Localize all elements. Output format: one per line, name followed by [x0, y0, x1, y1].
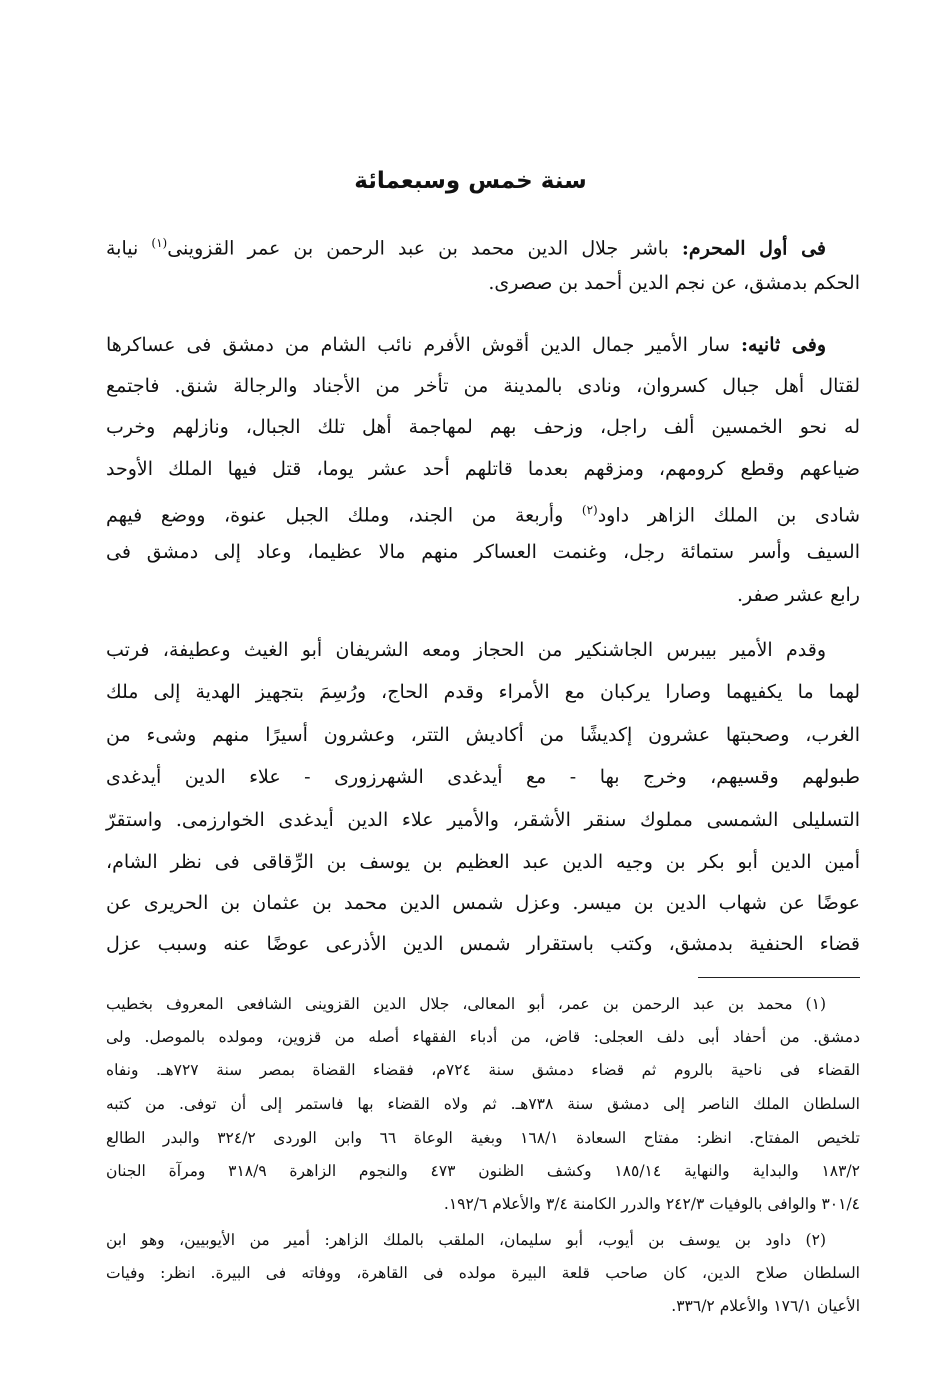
line-text: شادى بن الملك الزاهر داود: [597, 504, 860, 527]
paragraph-2-line-1: [106, 330, 860, 360]
paragraph-3-line-7: عوضًا عن شهاب الدين بن ميسر. وعزل شمس الدين محمد بن عثمان بن الحريرى عن: [106, 892, 860, 914]
footnote-1-line-4: السلطان الملك الناصر إلى دمشق سنة ٧٣٨هـ. ثم ولاه القضاء بها فاستمر إلى أن توفى. من كتبه: [106, 1095, 860, 1113]
paragraph-3-line-5: التسليلى الشمسى مملوك سنقر الأشقر، والأمير علاء الدين أيدغدى الخوارزمى. واستقرّ: [106, 809, 860, 831]
paragraph-1-line-2: الحكم بدمشق، عن نجم الدين أحمد بن صصرى.: [488, 272, 860, 294]
paragraph-2-line-5: [106, 495, 860, 530]
footnote-ref-1[interactable]: (١): [151, 236, 168, 250]
paragraph-3-line-6: أمين الدين أبو بكر بن وجيه الدين عبد العظيم بن يوسف بن الرِّقاقى فى نظر الشام،: [106, 851, 860, 873]
paragraph-3-line-4: طبولهم وقسيهم، وخرج بها - مع أيدغدى الشهرزورى - علاء الدين أيدغدى: [106, 766, 860, 788]
paragraph-3-line-8: قضاء الحنفية بدمشق، وكتب باستقرار شمس الدين الأذرعى عوضًا عنه وسبب عزل: [106, 933, 860, 955]
footnote-2-line-2: السلطان صلاح الدين، كان صاحب قلعة البيرة مولده فى القاهرة، ووفاته فى البيرة. انظر: وفيات: [106, 1264, 860, 1282]
paragraph-2-line-2: لقتال أهل جبال كسروان، ونادى بالمدينة من تأخر من الأجناد والرجالة شنق. فاجتمع: [106, 375, 860, 397]
paragraph-1-line-1: [106, 228, 860, 263]
line-text: باشر جلال الدين محمد بن عبد الرحمن بن عمر القزوينى: [167, 237, 669, 260]
paragraph-2-line-7: رابع عشر صفر.: [737, 584, 860, 606]
paragraph-3-line-2: لهما ما يكفيهما وصارا يركبان مع الأمراء وقدم الحاج، ورُسِمَ بتجهيز الهدية إلى ملك: [106, 681, 860, 703]
footnote-ref-2[interactable]: (٢): [581, 503, 598, 517]
footnote-2-line-3: الأعيان ١٧٦/١ والأعلام ٣٣٦/٢.: [671, 1297, 860, 1315]
paragraph-2-line-4: ضياعهم وقطع كرومهم، ومزقهم بعدما قاتلهم أحد عشر يوما، قتل فيها الملك الأوحد: [106, 458, 860, 480]
page-title: سنة خمس وسبعمائة: [354, 168, 587, 194]
footnote-1-line-1: (١) محمد بن عبد الرحمن بن عمر، أبو المعالى، جلال الدين القزوينى الشافعى المعروف بخطيب: [106, 995, 826, 1013]
paragraph-3-line-1: وقدم الأمير بيبرس الجاشنكير من الحجاز ومعه الشريفان أبو الغيث وعطيفة، فرتب: [106, 639, 826, 661]
paragraph-2-line-6: السيف وأسر ستمائة رجل، وغنمت العساكر منهم مالا عظيما، وعاد إلى دمشق فى: [106, 541, 860, 563]
footnote-1-line-5: تلخيص المفتاح. انظر: مفتاح السعادة ١٦٨/١ وبغية الوعاة ٦٦ وابن الوردى ٣٢٤/٢ والبدر الطالع: [106, 1129, 860, 1147]
paragraph-2-line-3: له نحو الخمسين ألف راجل، وزحف بهم لمهاجمة أهل تلك الجبال، ونازلهم وخرب: [106, 416, 860, 438]
footnote-divider: [698, 977, 860, 978]
paragraph-2-lead: وفى ثانيه:: [740, 334, 826, 356]
footnote-1-line-3: القضاء فى ناحية بالروم ثم قضاء دمشق سنة ٧٢٤م، فقضاء القضاة بمصر سنة ٧٢٧هـ. ونفاه: [106, 1061, 860, 1079]
footnote-1-line-2: دمشق. من أحفاد أبى دلف العجلى: قاض، من أدباء الفقهاء أصله من قزوين، ومولده بالموصل. ولى: [106, 1028, 860, 1046]
footnote-2-line-1: (٢) داود بن يوسف بن أيوب، أبو سليمان، الملقب بالملك الزاهر: أمير من الأيوبيين، وهو ابن: [106, 1231, 826, 1249]
line-text: وأربعة من الجند، وملك الجبل عنوة، ووضع فيهم: [106, 504, 564, 527]
line-text: سار الأمير جمال الدين أقوش الأفرم نائب الشام من دمشق فى عساكرها: [106, 334, 730, 356]
paragraph-3-line-3: الغرب، وصحبتها عشرون إكديشًا من أكاديش التتر، وعشرون أسيرًا منهم وشىء من: [106, 724, 860, 746]
footnote-1-line-7: ٣٠١/٤ والوافى بالوفيات ٢٤٢/٣ والدرر الكامنة ٣/٤ والأعلام ١٩٢/٦.: [443, 1195, 860, 1213]
line-text: نيابة: [106, 237, 139, 260]
paragraph-1-lead: فى أول المحرم:: [681, 237, 826, 260]
footnote-1-line-6: ١٨٣/٢ والبداية والنهاية ١٨٥/١٤ وكشف الظنون ٤٧٣ والنجوم الزاهرة ٣١٨/٩ ومرآة الجنان: [106, 1162, 860, 1180]
